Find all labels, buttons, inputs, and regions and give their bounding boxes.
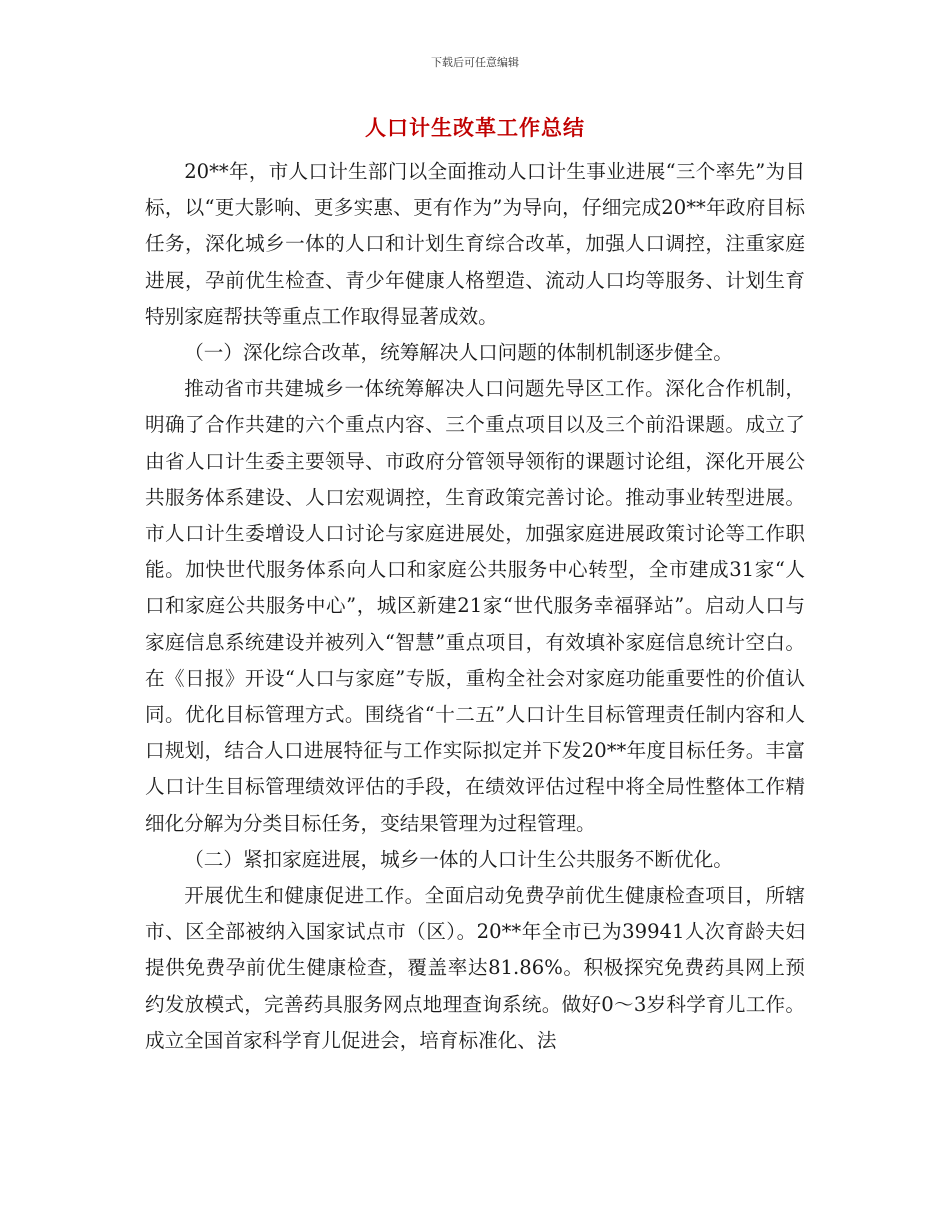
section-heading-1: （一）深化综合改革，统筹解决人口问题的体制机制逐步健全。 (184, 341, 733, 365)
section-heading-2: （二）紧扣家庭进展，城乡一体的人口计生公共服务不断优化。 (184, 847, 733, 871)
paragraph-section-2: 开展优生和健康促进工作。全面启动免费孕前优生健康检查项目，所辖市、区全部被纳入国家试点市（区）。20**年全市已为39941人次育龄夫妇提供免费孕前优生健康检查，覆盖率达81.86%。积极探究免费药具网上预约发放模式，完善药具服务网点地理查询系统。做好0～3岁科学育儿工作。成立全国首家科学育儿促进会，培育标准化、法 (145, 884, 805, 1052)
paragraph-section-1: 推动省市共建城乡一体统筹解决人口问题先导区工作。深化合作机制，明确了合作共建的六个重点内容、三个重点项目以及三个前沿课题。成立了由省人口计生委主要领导、市政府分管领导领衔的课题讨论组，深化开展公共服务体系建设、人口宏观调控，生育政策完善讨论。推动事业转型进展。市人口计生委增设人口讨论与家庭进展处，加强家庭进展政策讨论等工作职能。加快世代服务体系向人口和家庭公共服务中心转型，全市建成31家“人口和家庭公共服务中心”，城区新建21家“世代服务幸福驿站”。启动人口与家庭信息系统建设并被列入“智慧”重点项目，有效填补家庭信息统计空白。在《日报》开设“人口与家庭”专版，重构全社会对家庭功能重要性的价值认同。优化目标管理方式。围绕省“十二五”人口计生目标管理责任制内容和人口规划，结合人口进展特征与工作实际拟定并下发20**年度目标任务。丰富人口计生目标管理绩效评估的手段，在绩效评估过程中将全局性整体工作精细化分解为分类目标任务，变结果管理为过程管理。 (145, 377, 805, 835)
header-note: 下载后可任意编辑 (431, 56, 519, 69)
paragraph-intro: 20**年，市人口计生部门以全面推动人口计生事业进展“三个率先”为目标，以“更大影响、更多实惠、更有作为”为导向，仔细完成20**年政府目标任务，深化城乡一体的人口和计划生育综合改革，加强人口调控，注重家庭进展，孕前优生检查、青少年健康人格塑造、流动人口均等服务、计划生育特别家庭帮扶等重点工作取得显著成效。 (145, 160, 805, 328)
document-body (145, 154, 805, 1059)
document-title: 人口计生改革工作总结 (365, 116, 585, 140)
